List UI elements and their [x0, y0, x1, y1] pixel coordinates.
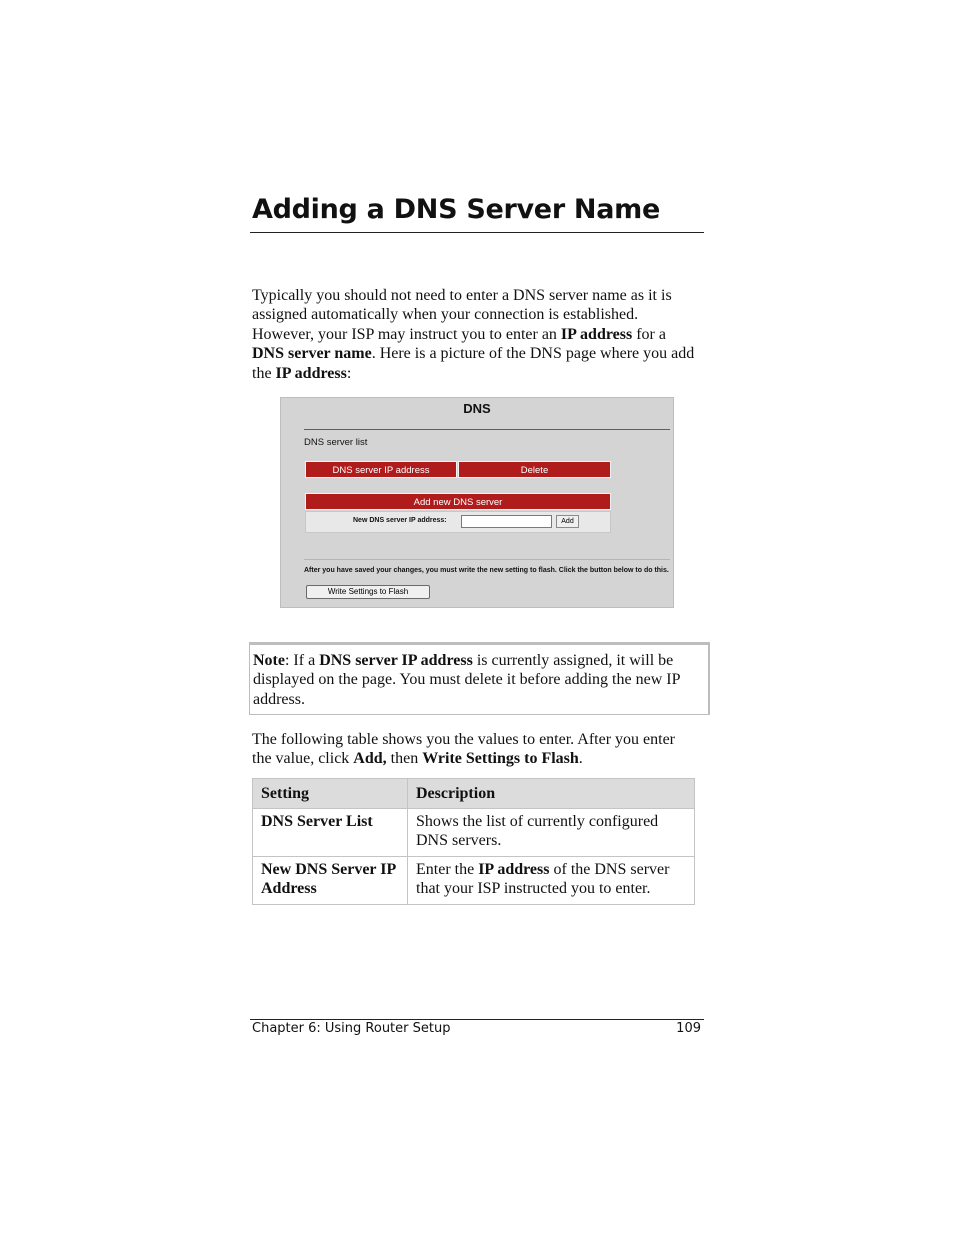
- table-intro-text: then: [386, 750, 423, 768]
- note-bold-dns-ip: DNS server IP address: [319, 652, 473, 669]
- new-dns-ip-input[interactable]: [461, 515, 552, 528]
- page-number: 109: [676, 1021, 701, 1036]
- description-text: Enter the: [416, 860, 479, 878]
- dns-server-list-label: DNS server list: [304, 437, 368, 448]
- description-cell: [408, 856, 695, 904]
- table-intro-text: The following table shows you the values to enter. After you enter the value, click: [252, 731, 676, 768]
- footer-chapter: Chapter 6: Using Router Setup: [252, 1021, 451, 1036]
- new-dns-ip-label: New DNS server IP address:: [353, 517, 447, 524]
- section-divider: [304, 559, 670, 560]
- title-underline: [304, 429, 670, 430]
- title-divider: [250, 232, 704, 233]
- setting-cell: New DNS Server IP Address: [253, 856, 408, 904]
- description-text: of the DNS server that your ISP instructed you to enter.: [416, 860, 670, 898]
- dns-page-screenshot: [280, 397, 674, 608]
- table-row: [253, 809, 695, 857]
- note-text: [253, 651, 705, 709]
- note-segment: : If a: [284, 652, 320, 669]
- description-column-header: Description: [408, 779, 695, 809]
- table-header-row: [253, 779, 695, 809]
- intro-bold-dns-server-name: DNS server name: [252, 345, 372, 363]
- delete-column-header: Delete: [458, 461, 611, 478]
- page-title: Adding a DNS Server Name: [252, 194, 660, 225]
- table-intro-bold-write-settings: Write Settings to Flash: [422, 750, 579, 768]
- intro-bold-ip-address: IP address: [560, 325, 633, 343]
- dns-page-title: DNS: [463, 401, 491, 416]
- table-intro-paragraph: [252, 730, 697, 769]
- table-intro-bold-add: Add,: [353, 750, 387, 768]
- add-button[interactable]: Add: [556, 515, 579, 528]
- note-box: [249, 642, 710, 715]
- description-cell: Shows the list of currently configured DNS servers.: [408, 809, 695, 857]
- dns-server-ip-column-header: DNS server IP address: [305, 461, 457, 478]
- footer-divider: [250, 1019, 704, 1020]
- note-segment: is currently assigned, it will be displayed on the page. You must delete it before adding the new IP address.: [253, 652, 680, 708]
- setting-cell: DNS Server List: [253, 809, 408, 857]
- table-intro-text: .: [578, 750, 583, 768]
- add-new-dns-server-header: Add new DNS server: [305, 493, 611, 510]
- write-settings-to-flash-button[interactable]: Write Settings to Flash: [306, 585, 430, 599]
- intro-bold-ip-address: IP address: [275, 364, 347, 382]
- description-bold-ip: IP address: [478, 860, 550, 878]
- note-label: Note: [253, 652, 285, 669]
- setting-column-header: Setting: [253, 779, 408, 809]
- save-instructions: After you have saved your changes, you must write the new setting to flash. Click the button below to do this.: [304, 567, 669, 574]
- settings-table: [252, 778, 695, 905]
- intro-text: . Here is a picture of the DNS page where you add the: [252, 345, 695, 382]
- table-row: [253, 856, 695, 904]
- intro-paragraph: [252, 286, 697, 383]
- intro-text: :: [346, 364, 352, 382]
- intro-text: for a: [632, 325, 666, 343]
- intro-text: Typically you should not need to enter a DNS server name as it is assigned automatically when your connection is established. However, your ISP may instruct you to enter an: [252, 287, 672, 343]
